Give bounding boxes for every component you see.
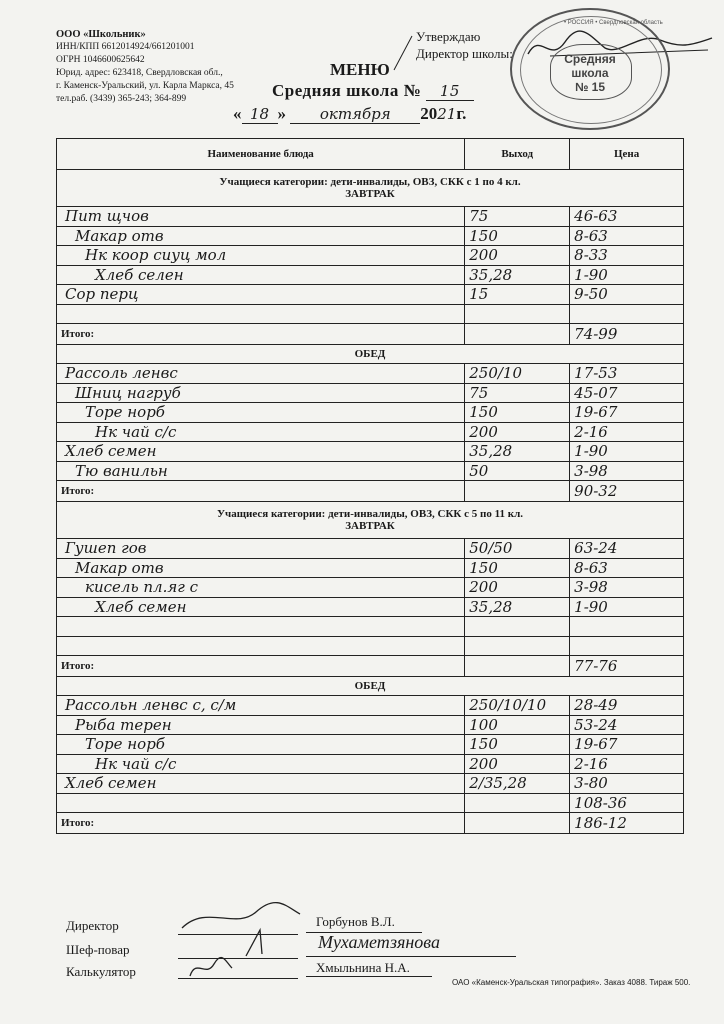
school-stamp xyxy=(510,8,670,130)
breakfast-2-rows xyxy=(57,539,684,656)
dish-name: Макар отв xyxy=(57,226,465,246)
table-row xyxy=(57,304,684,324)
dish-name: Гушеп гов xyxy=(57,539,465,559)
org-address-line2: г. Каменск-Уральский, ул. Карла Маркса, 45 xyxy=(56,81,234,91)
table-row xyxy=(57,226,684,246)
dish-price: 8-63 xyxy=(570,226,684,246)
dish-price xyxy=(570,304,684,324)
dish-name: Хлеб семен xyxy=(57,442,465,462)
dish-price: 53-24 xyxy=(570,715,684,735)
breakfast-1-total: 74-99 xyxy=(570,324,684,345)
section-row xyxy=(57,345,684,364)
category-1-heading xyxy=(57,170,684,207)
dish-yield: 100 xyxy=(465,715,570,735)
dish-name xyxy=(57,304,465,324)
dish-name xyxy=(57,636,465,656)
category-2-line1: Учащиеся категории: дети-инвалиды, ОВЗ, СКК с 5 по 11 кл. xyxy=(216,508,524,520)
table-row xyxy=(57,597,684,617)
stamp-line1: Средняя xyxy=(564,52,616,66)
table-row xyxy=(57,364,684,384)
total-yield-cell xyxy=(465,481,570,502)
dish-yield: 50 xyxy=(465,461,570,481)
table-row xyxy=(57,383,684,403)
table-row xyxy=(57,754,684,774)
dish-price xyxy=(570,636,684,656)
table-header xyxy=(57,139,684,170)
dish-price: 1-90 xyxy=(570,442,684,462)
dish-name: Макар отв xyxy=(57,558,465,578)
dish-yield: 75 xyxy=(465,383,570,403)
school-label: Средняя школа № xyxy=(272,81,422,100)
dish-price: 3-98 xyxy=(570,578,684,598)
table-row xyxy=(57,265,684,285)
lunch-2-heading: ОБЕД xyxy=(57,677,684,696)
dish-name: Нк коор сиуц мол xyxy=(57,246,465,266)
dish-price: 19-67 xyxy=(570,403,684,423)
date-line xyxy=(233,104,466,124)
table-row xyxy=(57,558,684,578)
approval-line1: Утверждаю xyxy=(416,29,481,44)
dish-yield: 35,28 xyxy=(465,265,570,285)
dish-name: Торе норб xyxy=(57,403,465,423)
org-address-line1: Юрид. адрес: 623418, Свердловская обл., xyxy=(56,68,223,78)
total-label: Итого: xyxy=(57,481,465,502)
dish-price: 19-67 xyxy=(570,735,684,755)
dish-price: 2-16 xyxy=(570,754,684,774)
table-row xyxy=(57,403,684,423)
lunch-1-rows xyxy=(57,364,684,481)
org-inn: ИНН/КПП 6612014924/661201001 xyxy=(56,42,195,52)
chef-name: Мухаметзянова xyxy=(318,932,440,952)
menu-table xyxy=(56,138,684,834)
dish-price: 8-63 xyxy=(570,558,684,578)
total-row xyxy=(57,481,684,502)
dish-name: Нк чай с/с xyxy=(57,422,465,442)
total-row xyxy=(57,324,684,345)
dish-name: Тю ванильн xyxy=(57,461,465,481)
lunch-2-total: 186-12 xyxy=(570,813,684,834)
category-2-heading xyxy=(57,502,684,539)
dish-price: 63-24 xyxy=(570,539,684,559)
section-row xyxy=(57,677,684,696)
dish-price: 9-50 xyxy=(570,285,684,305)
table-row xyxy=(57,696,684,716)
stamp-ring-text: • РОССИЯ • Свердловская область xyxy=(564,20,663,26)
dish-name: Нк чай с/с xyxy=(57,754,465,774)
category-1-line2: ЗАВТРАК xyxy=(345,188,395,200)
table-row xyxy=(57,246,684,266)
stamp-line2: школа xyxy=(571,66,609,80)
dish-yield: 35,28 xyxy=(465,597,570,617)
dish-name: Пит щчов xyxy=(57,207,465,227)
dish-price: 45-07 xyxy=(570,383,684,403)
dish-price: 17-53 xyxy=(570,364,684,384)
lunch-1-total: 90-32 xyxy=(570,481,684,502)
dish-name xyxy=(57,617,465,637)
table-row xyxy=(57,715,684,735)
column-yield: Выход xyxy=(465,139,570,170)
dish-price: 2-16 xyxy=(570,422,684,442)
dish-yield: 250/10/10 xyxy=(465,696,570,716)
table-row xyxy=(57,793,684,813)
dish-name: Рассоль ленвс xyxy=(57,364,465,384)
dish-yield xyxy=(465,304,570,324)
dish-yield: 150 xyxy=(465,226,570,246)
dish-price: 1-90 xyxy=(570,597,684,617)
category-row xyxy=(57,502,684,539)
dish-yield: 150 xyxy=(465,558,570,578)
director-name: Горбунов В.Л. xyxy=(316,914,395,929)
total-yield-cell xyxy=(465,324,570,345)
breakfast-1-rows xyxy=(57,207,684,324)
column-dish: Наименование блюда xyxy=(57,139,465,170)
lunch-1-heading: ОБЕД xyxy=(57,345,684,364)
category-1-line1: Учащиеся категории: дети-инвалиды, ОВЗ, СКК с 1 по 4 кл. xyxy=(219,176,521,188)
date-day: 18 xyxy=(242,105,278,124)
column-price: Цена xyxy=(570,139,684,170)
school-line xyxy=(272,81,474,101)
dish-name: Хлеб семен xyxy=(57,597,465,617)
table-row xyxy=(57,461,684,481)
dish-name: Рыба терен xyxy=(57,715,465,735)
approval-slash xyxy=(388,34,418,74)
total-row xyxy=(57,656,684,677)
dish-name: Хлеб семен xyxy=(57,774,465,794)
year-end: г. xyxy=(456,104,467,123)
dish-name: Торе норб xyxy=(57,735,465,755)
chef-label: Шеф-повар xyxy=(66,942,130,957)
table-row xyxy=(57,442,684,462)
date-month: октября xyxy=(290,105,420,124)
dish-name: кисель пл.яг с xyxy=(57,578,465,598)
table-row xyxy=(57,578,684,598)
category-2-line2: ЗАВТРАК xyxy=(345,520,395,532)
table-row xyxy=(57,636,684,656)
total-yield-cell xyxy=(465,656,570,677)
year-suffix: 21 xyxy=(437,105,457,123)
dish-name: Рассольн ленвс с, с/м xyxy=(57,696,465,716)
approval-line2: Директор школы: xyxy=(416,46,513,61)
year-prefix: 20 xyxy=(420,104,438,123)
dish-price: 8-33 xyxy=(570,246,684,266)
dish-price: 1-90 xyxy=(570,265,684,285)
stamp-line3: № 15 xyxy=(574,80,606,94)
category-row xyxy=(57,170,684,207)
org-name: ООО «Школьник» xyxy=(56,29,146,40)
table-row xyxy=(57,735,684,755)
dish-price: 108-36 xyxy=(570,793,684,813)
chef-name-line xyxy=(306,956,516,957)
dish-yield: 50/50 xyxy=(465,539,570,559)
dish-yield xyxy=(465,636,570,656)
dish-name: Сор перц xyxy=(57,285,465,305)
dish-yield: 2/35,28 xyxy=(465,774,570,794)
dish-yield xyxy=(465,793,570,813)
calculator-name-line xyxy=(306,976,432,977)
total-yield-cell xyxy=(465,813,570,834)
table-row xyxy=(57,539,684,559)
org-phone: тел.раб. (3439) 365-243; 364-899 xyxy=(56,94,187,104)
table-row xyxy=(57,422,684,442)
date-quote-close: » xyxy=(277,104,286,123)
dish-yield: 200 xyxy=(465,578,570,598)
dish-name xyxy=(57,793,465,813)
dish-yield: 150 xyxy=(465,735,570,755)
org-ogrn: ОГРН 1046600625642 xyxy=(56,55,145,65)
total-row xyxy=(57,813,684,834)
dish-price: 28-49 xyxy=(570,696,684,716)
dish-yield: 15 xyxy=(465,285,570,305)
dish-price: 3-80 xyxy=(570,774,684,794)
dish-price: 3-98 xyxy=(570,461,684,481)
date-quote-open: « xyxy=(233,104,242,123)
table-row xyxy=(57,285,684,305)
dish-yield: 200 xyxy=(465,246,570,266)
chef-sign xyxy=(240,926,280,960)
table-row xyxy=(57,617,684,637)
page-title: МЕНЮ xyxy=(330,60,390,79)
dish-price xyxy=(570,617,684,637)
school-number: 15 xyxy=(426,82,474,101)
dish-yield: 35,28 xyxy=(465,442,570,462)
director-label: Директор xyxy=(66,918,119,933)
dish-yield xyxy=(465,617,570,637)
dish-yield: 150 xyxy=(465,403,570,423)
breakfast-2-total: 77-76 xyxy=(570,656,684,677)
total-label: Итого: xyxy=(57,656,465,677)
total-label: Итого: xyxy=(57,813,465,834)
dish-price: 46-63 xyxy=(570,207,684,227)
calculator-label: Калькулятор xyxy=(66,964,136,979)
printer-info: ОАО «Каменск-Уральская типография». Заказ 4088. Тираж 500. xyxy=(452,978,691,987)
calculator-sign xyxy=(186,954,236,982)
approval-block xyxy=(416,28,513,62)
total-label: Итого: xyxy=(57,324,465,345)
dish-yield: 200 xyxy=(465,754,570,774)
dish-yield: 75 xyxy=(465,207,570,227)
organization-info xyxy=(56,28,234,106)
calculator-name: Хмыльнина Н.А. xyxy=(316,960,410,975)
table-row xyxy=(57,774,684,794)
dish-yield: 250/10 xyxy=(465,364,570,384)
dish-name: Хлеб селен xyxy=(57,265,465,285)
lunch-2-rows xyxy=(57,696,684,813)
table-row xyxy=(57,207,684,227)
dish-name: Шниц нагруб xyxy=(57,383,465,403)
dish-yield: 200 xyxy=(465,422,570,442)
